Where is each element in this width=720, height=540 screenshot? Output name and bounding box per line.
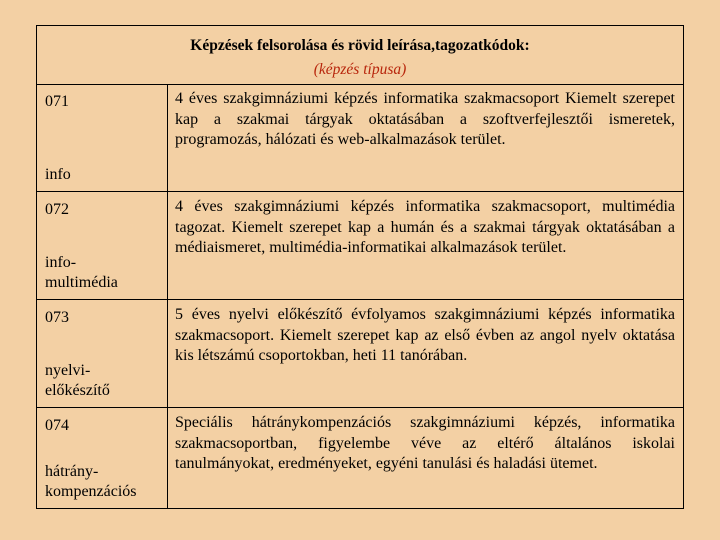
table-row <box>37 300 683 408</box>
table-row <box>37 408 683 508</box>
program-code: 071 <box>45 93 69 110</box>
program-name: nyelvi-előkészítő <box>45 362 110 399</box>
table-row <box>37 84 683 192</box>
program-description: Speciális hátránykompenzációs szakgimnáziumi képzés, informatika szakmacsoportban, figyelembe véve az eltérő általános iskolai tanulmányokat, eredményeket, egyéni tanulási és haladási ütemet. <box>175 414 675 472</box>
table-header <box>37 26 683 85</box>
program-name: info-multimédia <box>45 254 118 291</box>
program-description: 4 éves szakgimnáziumi képzés informatika szakmacsoport, multimédia tagozat. Kiemelt szerepet kap a humán és a szakmai tárgyak oktatásában a médiaismeret, multimédia-informatikai alkalmazások terület. <box>175 198 675 256</box>
program-code: 073 <box>45 309 69 326</box>
program-description: 5 éves nyelvi előkészítő évfolyamos szakgimnáziumi képzés informatika szakmacsoport. Kiemelt szerepet kap az első évben az angol nyelv oktatása kis létszámú csoportokban, heti 11 tanórában. <box>175 306 675 364</box>
table-row <box>37 192 683 300</box>
table-title: Képzések felsorolása és rövid leírása,tagozatkódok: <box>190 37 530 54</box>
program-name: info <box>45 166 71 183</box>
program-name: hátrány-kompenzációs <box>45 463 137 500</box>
program-code: 072 <box>45 201 69 218</box>
column-divider <box>167 84 168 508</box>
program-description: 4 éves szakgimnáziumi képzés informatika szakmacsoport Kiemelt szerepet kap a szakmai tárgyak oktatásában a szoftverfejlesztői ismeretek, programozás, hálózati és web-alkalmazások terület. <box>175 90 675 148</box>
training-table <box>36 25 684 509</box>
program-code: 074 <box>45 417 69 434</box>
table-subtitle: (képzés típusa) <box>313 61 407 78</box>
